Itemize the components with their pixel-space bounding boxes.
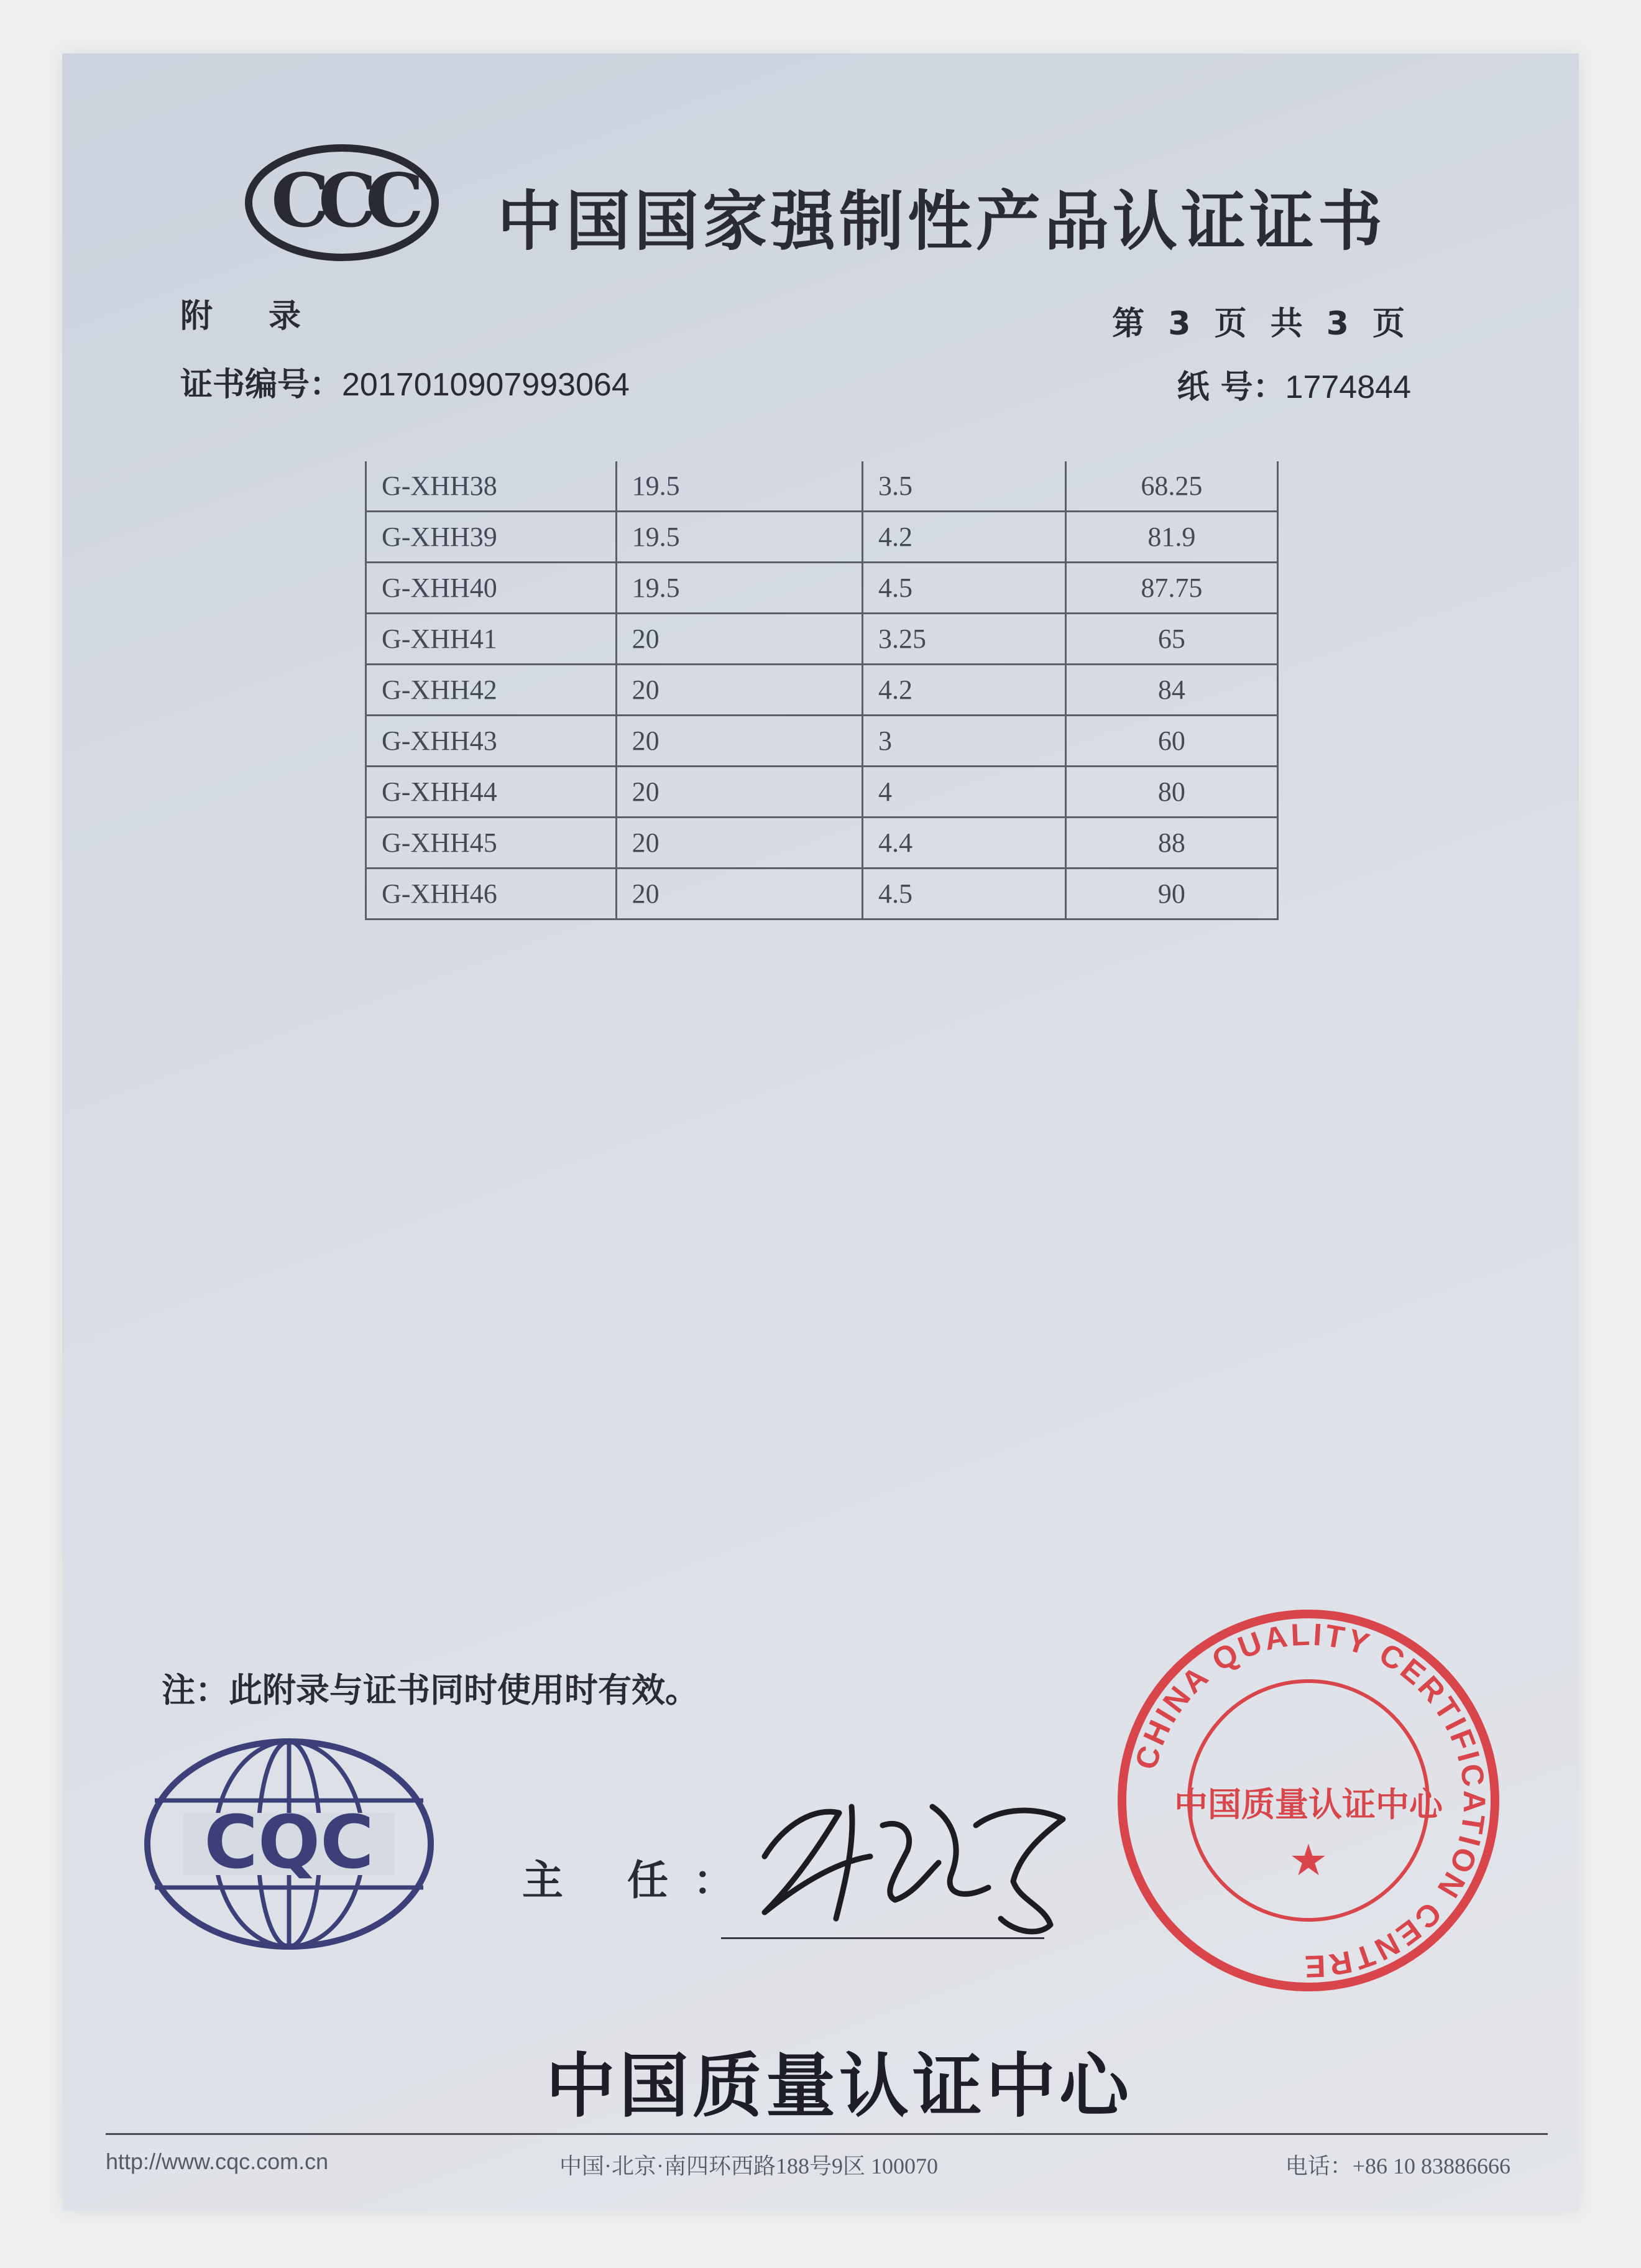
- col3-cell: 4: [863, 767, 1066, 818]
- model-cell: G-XHH45: [366, 818, 617, 869]
- col3-cell: 4.5: [863, 563, 1066, 614]
- validity-note: 注：此附录与证书同时使用时有效。: [162, 1671, 699, 1710]
- footer-divider: [106, 2133, 1548, 2135]
- table-row: [366, 461, 1278, 512]
- col2-cell: 19.5: [616, 512, 862, 563]
- model-cell: G-XHH44: [366, 767, 617, 818]
- col4-cell: 88: [1065, 818, 1277, 869]
- svg-text:中国质量认证中心: 中国质量认证中心: [1174, 1784, 1443, 1824]
- col2-cell: 20: [616, 716, 862, 767]
- col4-cell: 68.25: [1065, 461, 1277, 512]
- model-table: [365, 461, 1279, 920]
- table-row: [366, 767, 1278, 818]
- official-seal: [1110, 1602, 1507, 1999]
- table-row: [366, 563, 1278, 614]
- col3-cell: 3.5: [863, 461, 1066, 512]
- appendix-label: 附录: [180, 298, 357, 335]
- col3-cell: 3.25: [863, 614, 1066, 665]
- col2-cell: 19.5: [616, 461, 862, 512]
- director-label: 主 任：: [522, 1856, 759, 1904]
- issuer-name: 中国质量认证中心: [546, 2046, 1133, 2127]
- page-info: 第 3 页 共 3 页: [1112, 305, 1411, 343]
- col4-cell: 90: [1065, 869, 1277, 920]
- director-signature: [727, 1769, 1100, 1943]
- certificate-number-value: 2017010907993064: [342, 367, 630, 403]
- col3-cell: 4.5: [863, 869, 1066, 920]
- signature-line: [721, 1937, 1044, 1939]
- table-row: [366, 818, 1278, 869]
- ccc-logo: [242, 141, 441, 265]
- col4-cell: 87.75: [1065, 563, 1277, 614]
- model-cell: G-XHH43: [366, 716, 617, 767]
- paper-number: [1177, 361, 1411, 407]
- svg-text:CHINA QUALITY CERTIFICATION CE: CHINA QUALITY CERTIFICATION CENTRE: [1128, 1616, 1492, 1984]
- footer-address: 中国·北京·南四环西路188号9区 100070: [559, 2154, 938, 2178]
- col3-cell: 3: [863, 716, 1066, 767]
- certificate-number: [180, 358, 630, 405]
- col4-cell: 81.9: [1065, 512, 1277, 563]
- table-row: [366, 869, 1278, 920]
- table-row: [366, 614, 1278, 665]
- model-cell: G-XHH41: [366, 614, 617, 665]
- col4-cell: 60: [1065, 716, 1277, 767]
- col2-cell: 20: [616, 665, 862, 716]
- col2-cell: 20: [616, 818, 862, 869]
- svg-text:★: ★: [1289, 1835, 1328, 1886]
- col2-cell: 19.5: [616, 563, 862, 614]
- model-cell: G-XHH38: [366, 461, 617, 512]
- table-row: [366, 665, 1278, 716]
- certificate-title: 中国国家强制性产品认证证书: [497, 183, 1387, 259]
- footer-url[interactable]: http://www.cqc.com.cn: [106, 2149, 329, 2174]
- col4-cell: 80: [1065, 767, 1277, 818]
- paper-number-value: 1774844: [1285, 369, 1411, 405]
- model-cell: G-XHH39: [366, 512, 617, 563]
- certificate-sheet: [62, 53, 1579, 2211]
- model-cell: G-XHH40: [366, 563, 617, 614]
- svg-text:CQC: CQC: [204, 1799, 374, 1885]
- col4-cell: 84: [1065, 665, 1277, 716]
- col3-cell: 4.2: [863, 512, 1066, 563]
- certificate-number-label: 证书编号：: [180, 366, 342, 403]
- col2-cell: 20: [616, 614, 862, 665]
- model-cell: G-XHH46: [366, 869, 617, 920]
- paper-number-label: 纸 号：: [1177, 369, 1285, 406]
- table-row: [366, 512, 1278, 563]
- cqc-logo: [140, 1732, 438, 1956]
- col2-cell: 20: [616, 767, 862, 818]
- svg-text:CCC: CCC: [271, 157, 413, 244]
- col4-cell: 65: [1065, 614, 1277, 665]
- table-row: [366, 716, 1278, 767]
- footer-phone: 电话：+86 10 83886666: [1285, 2154, 1510, 2178]
- col3-cell: 4.2: [863, 665, 1066, 716]
- col2-cell: 20: [616, 869, 862, 920]
- col3-cell: 4.4: [863, 818, 1066, 869]
- model-cell: G-XHH42: [366, 665, 617, 716]
